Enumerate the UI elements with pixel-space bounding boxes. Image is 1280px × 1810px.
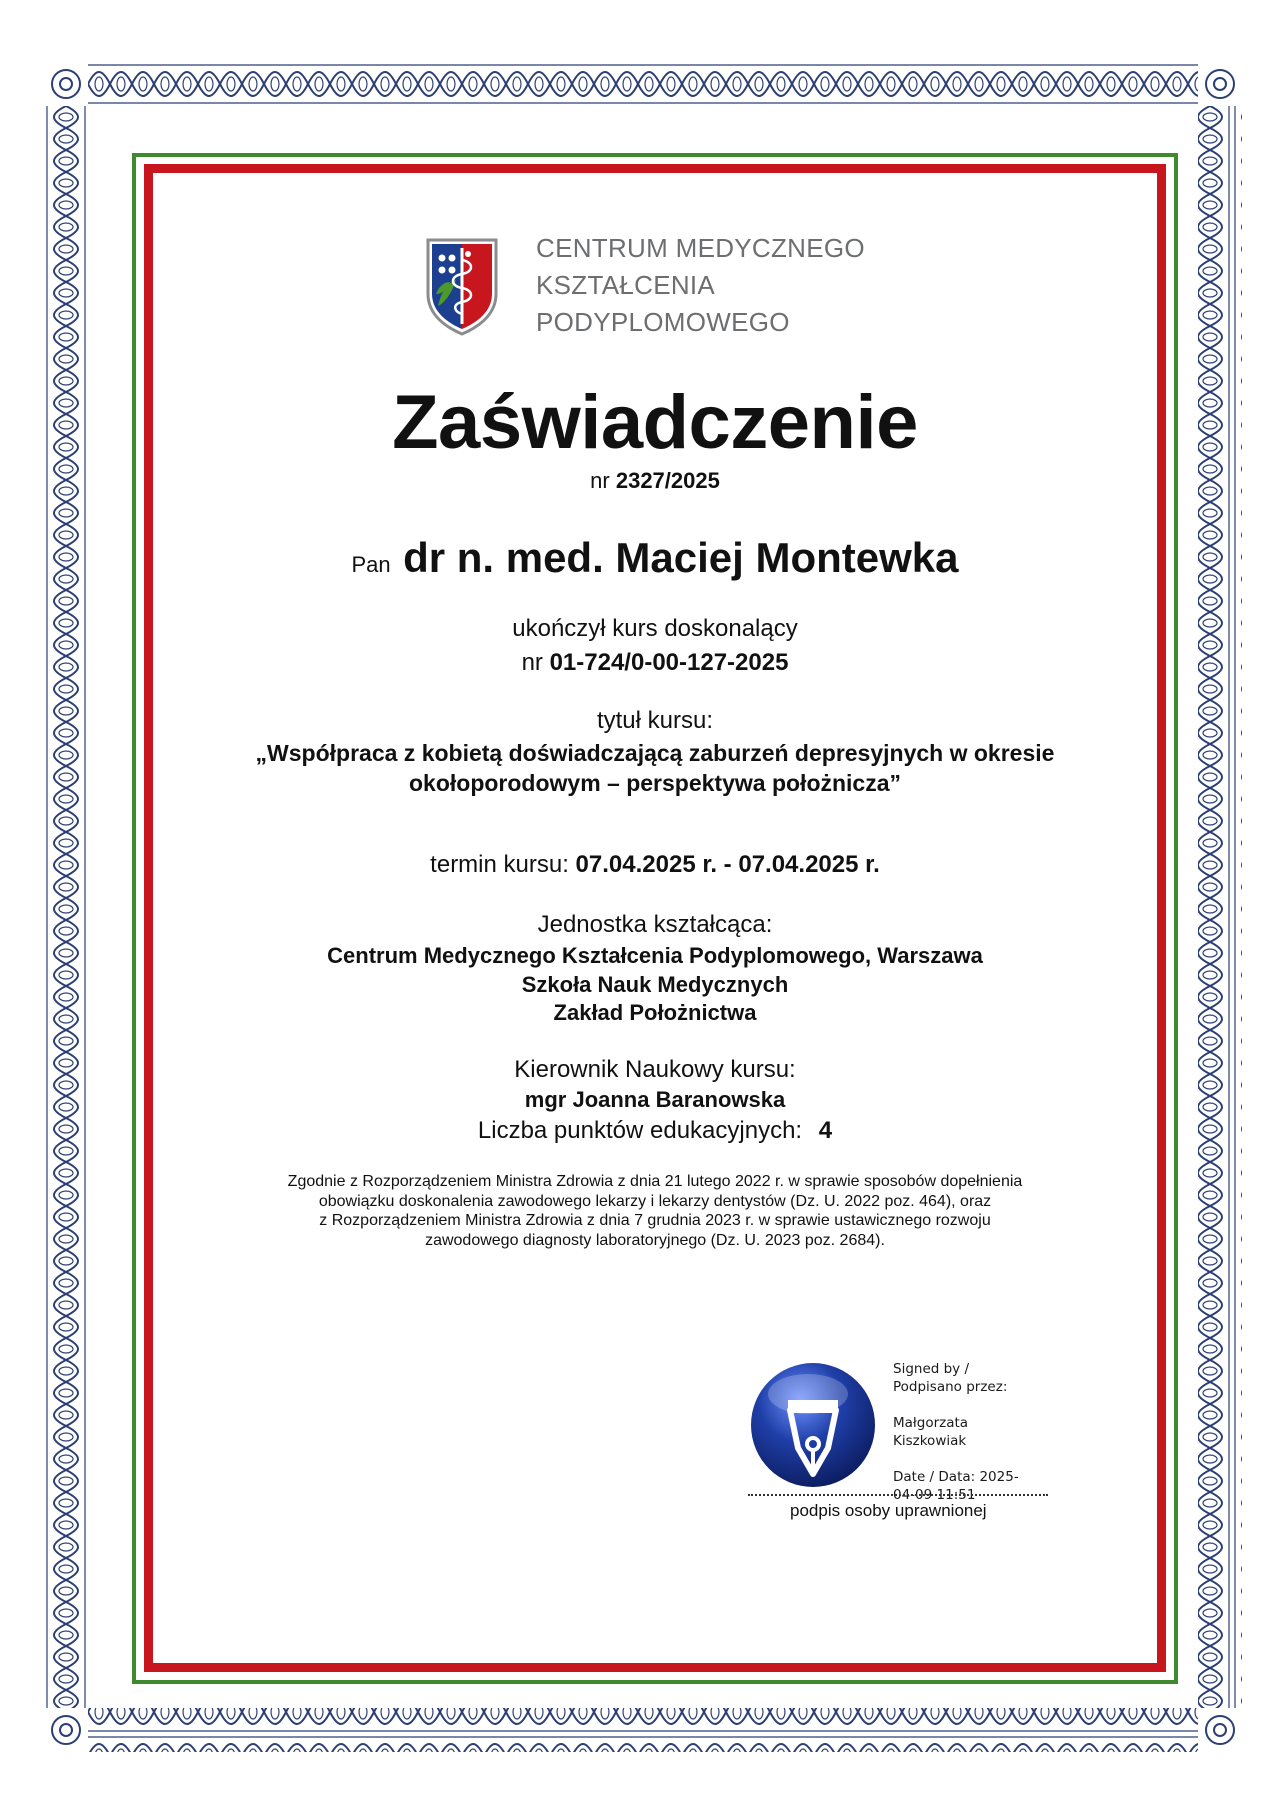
course-number-prefix: nr (521, 649, 543, 676)
signature-caption: podpis osoby uprawnionej (790, 1501, 987, 1520)
institution-logo (424, 230, 865, 341)
unit-line: Szkoła Nauk Medycznych (521, 971, 789, 997)
course-completed-text: ukończył kurs doskonalący (512, 615, 798, 642)
certificate-number-value: 2327/2025 (615, 468, 720, 493)
caduceus-shield-icon (424, 236, 500, 336)
course-term-label: termin kursu: (430, 851, 569, 878)
course-term (160, 848, 1150, 882)
legal-line: zawodowego diagnosty laboratoryjnego (Dz. U. 2023 poz. 2684). (425, 1231, 885, 1249)
course-title-line: „Współpraca z kobietą doświadczającą zaburzeń depresyjnych w okresie (255, 740, 1055, 766)
unit-line: Centrum Medycznego Kształcenia Podyplomowego, Warszawa (327, 943, 983, 968)
certificate-number-prefix: nr (590, 468, 610, 493)
certificate-number (160, 468, 1150, 494)
legal-line: z Rozporządzeniem Ministra Zdrowia z dnia 7 grudnia 2023 r. w sprawie ustawicznego rozwoju (319, 1212, 991, 1229)
certificate-title: Zaświadczenie (392, 380, 918, 465)
course-title (160, 738, 1150, 798)
signer-name: Małgorzata (893, 1415, 969, 1431)
unit-name (160, 942, 1150, 1028)
course-term-value: 07.04.2025 r. - 07.04.2025 r. (575, 851, 880, 878)
recipient-salutation: Pan (351, 552, 391, 577)
course-title-label: tytuł kursu: (596, 707, 714, 734)
signed-by-label: Podpisano przez: (893, 1379, 1008, 1395)
signed-by-label: Signed by / (893, 1361, 970, 1377)
leader-name: mgr Joanna Baranowska (524, 1087, 786, 1112)
unit-line: Zakład Położnictwa (553, 1000, 757, 1025)
education-points (160, 1114, 1150, 1148)
signature-details (893, 1360, 1063, 1504)
logo-line: PODYPLOMOWEGO (536, 307, 790, 337)
unit-label: Jednostka kształcąca: (537, 911, 773, 938)
legal-basis (210, 1172, 1100, 1250)
course-number (160, 646, 1150, 680)
legal-line: Zgodnie z Rozporządzeniem Ministra Zdrowia z dnia 21 lutego 2022 r. w sprawie sposobów dopełnienia (287, 1173, 1023, 1190)
logo-text (536, 230, 865, 341)
signature-line (748, 1494, 1048, 1496)
recipient-name: dr n. med. Maciej Montewka (403, 534, 959, 581)
signature-date: 04-09 11:51 (893, 1487, 976, 1503)
leader-label: Kierownik Naukowy kursu: (514, 1056, 796, 1083)
education-points-value: 4 (818, 1117, 833, 1144)
education-points-label: Liczba punktów edukacyjnych: (477, 1117, 803, 1144)
course-number-value: 01-724/0-00-127-2025 (549, 649, 789, 676)
digital-signature-pen-icon (748, 1360, 878, 1490)
logo-line: CENTRUM MEDYCZNEGO (536, 233, 865, 263)
logo-line: KSZTAŁCENIA (536, 270, 716, 300)
legal-line: obowiązku doskonalenia zawodowego lekarzy i lekarzy dentystów (Dz. U. 2022 poz. 464), oraz (318, 1192, 992, 1210)
signer-name: Kiszkowiak (893, 1433, 967, 1449)
signature-date: Date / Data: 2025- (893, 1469, 1019, 1485)
course-title-line: okołoporodowym – perspektywa położnicza” (408, 770, 902, 796)
recipient (160, 530, 1150, 596)
